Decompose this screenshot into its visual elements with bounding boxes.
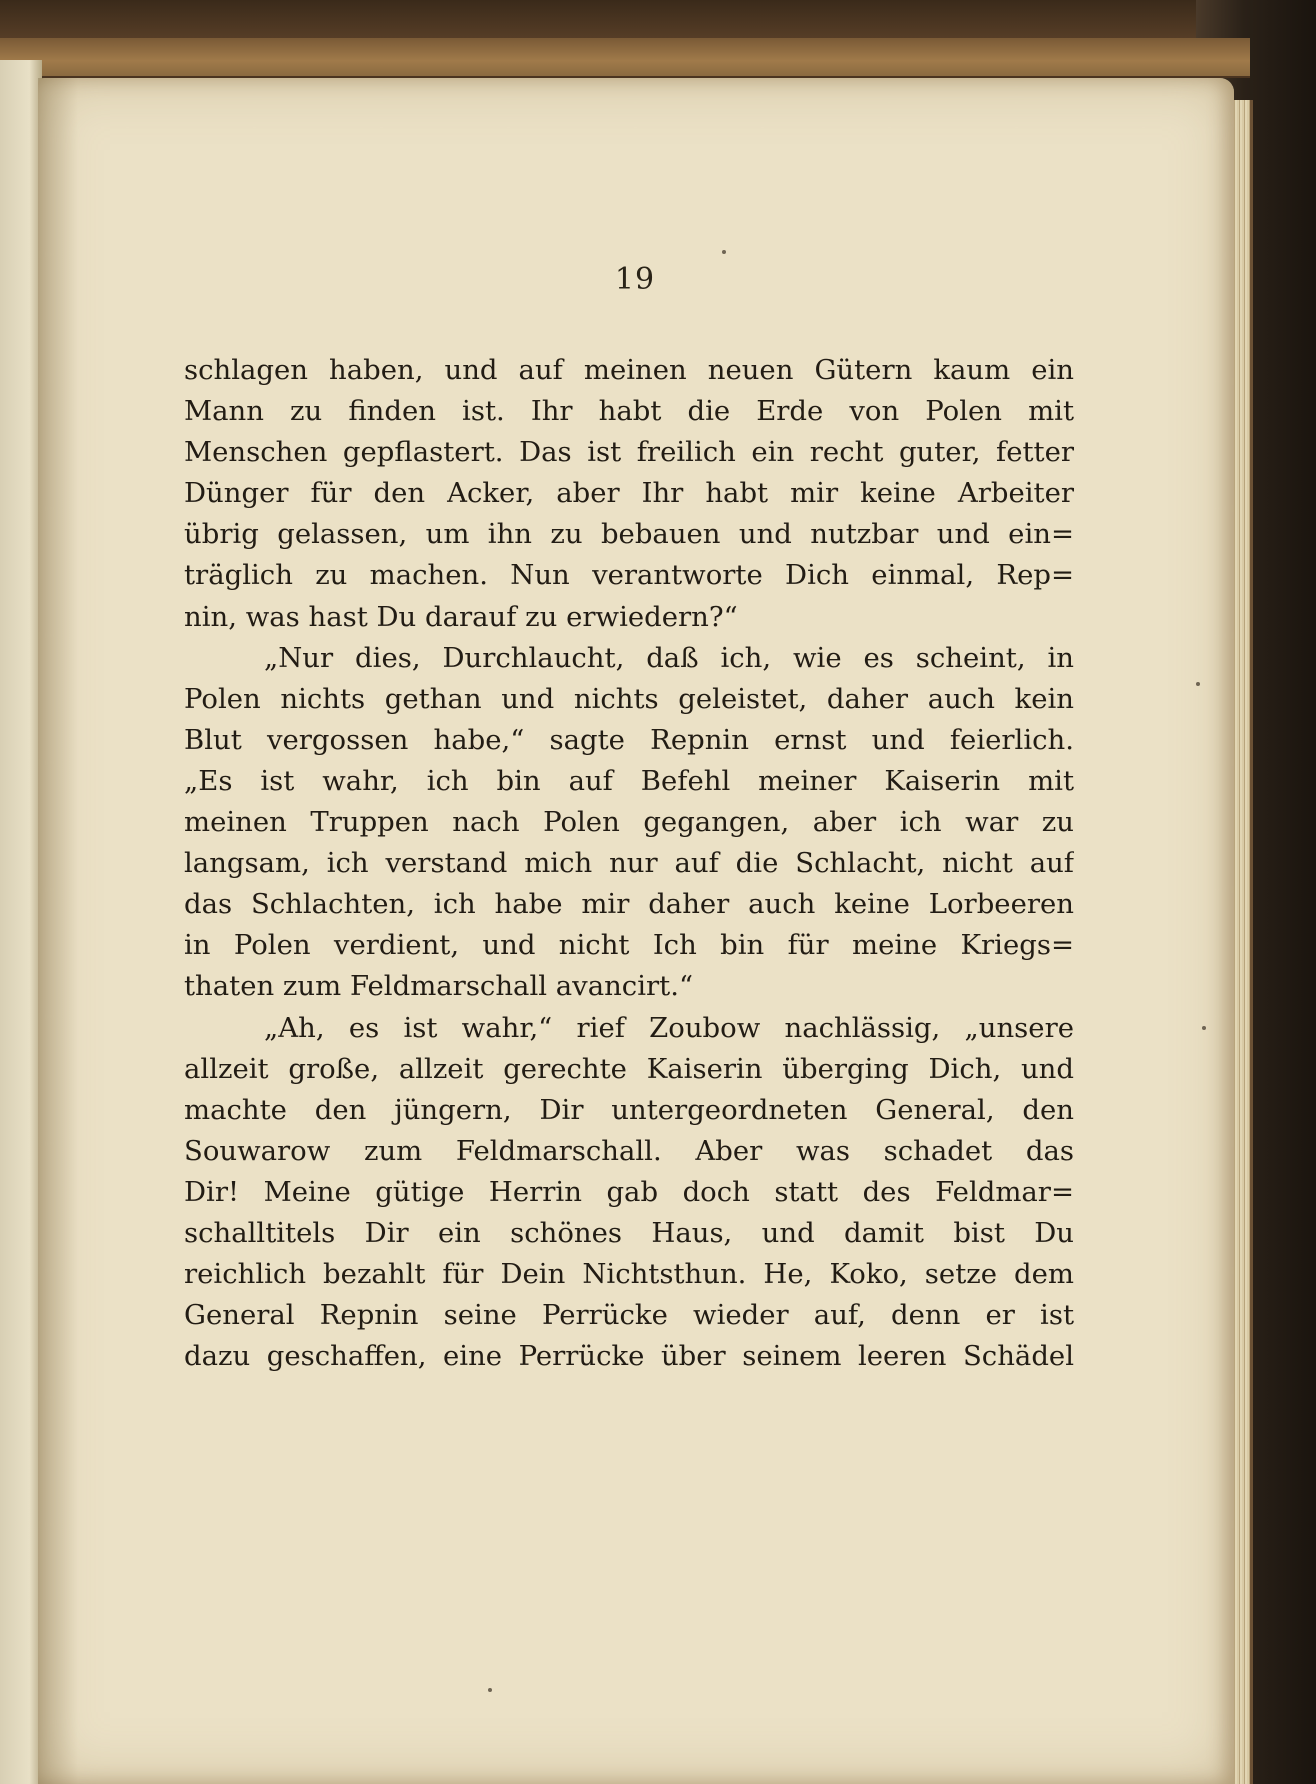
text-line: träglich zu machen. Nun verantworte Dich einmal, Rep= (184, 559, 1074, 592)
text-line: Dünger für den Acker, aber Ihr habt mir keine Arbeiter (184, 477, 1074, 510)
text-line: langsam, ich verstand mich nur auf die Schlacht, nicht auf (184, 847, 1074, 880)
text-line: schalltitels Dir ein schönes Haus, und damit bist Du (184, 1216, 1074, 1249)
text-line: Polen nichts gethan und nichts geleistet, daher auch kein (184, 682, 1074, 715)
text-line: thaten zum Feldmarschall avancirt.“ (184, 970, 694, 1003)
text-line: in Polen verdient, und nicht Ich bin für meine Kriegs= (184, 929, 1074, 962)
body-text (184, 350, 1074, 1377)
text-line: meinen Truppen nach Polen gegangen, aber ich war zu (184, 806, 1074, 839)
text-line: machte den jüngern, Dir untergeordneten General, den (184, 1093, 1074, 1126)
text-line: General Repnin seine Perrücke wieder auf, denn er ist (184, 1299, 1074, 1332)
paper-speck (1202, 1026, 1206, 1030)
paper-speck (488, 1688, 492, 1692)
text-line: Mann zu finden ist. Ihr habt die Erde von Polen mit (184, 395, 1074, 428)
paper-speck (1196, 682, 1200, 686)
text-line: „Nur dies, Durchlaucht, daß ich, wie es scheint, in (264, 641, 1074, 674)
facing-page-edge (0, 60, 42, 1784)
text-line: „Ah, es ist wahr,“ rief Zoubow nachlässig, „unsere (264, 1011, 1074, 1044)
text-line: „Es ist wahr, ich bin auf Befehl meiner Kaiserin mit (184, 764, 1074, 797)
text-line: allzeit große, allzeit gerechte Kaiserin überging Dich, und (184, 1052, 1074, 1085)
text-line: Dir! Meine gütige Herrin gab doch statt des Feldmar= (184, 1175, 1074, 1208)
paper-speck (722, 250, 726, 254)
text-line: Souwarow zum Feldmarschall. Aber was schadet das (184, 1134, 1074, 1167)
gutter-shadow (38, 78, 78, 1784)
text-line: nin, was hast Du darauf zu erwiedern?“ (184, 600, 738, 633)
text-line: Menschen gepflastert. Das ist freilich ein recht guter, fetter (184, 436, 1074, 469)
text-line: Blut vergossen habe,“ sagte Repnin ernst und feierlich. (184, 723, 1074, 756)
text-line: reichlich bezahlt für Dein Nichtsthun. He, Koko, setze dem (184, 1258, 1074, 1291)
text-line: dazu geschaffen, eine Perrücke über seinem leeren Schädel (184, 1340, 1074, 1373)
text-line: übrig gelassen, um ihn zu bebauen und nutzbar und ein= (184, 518, 1074, 551)
text-line: das Schlachten, ich habe mir daher auch keine Lorbeeren (184, 888, 1074, 921)
page-number: 19 (614, 262, 656, 297)
book-spine-edge (0, 38, 1250, 78)
text-line: schlagen haben, und auf meinen neuen Gütern kaum ein (184, 354, 1074, 386)
